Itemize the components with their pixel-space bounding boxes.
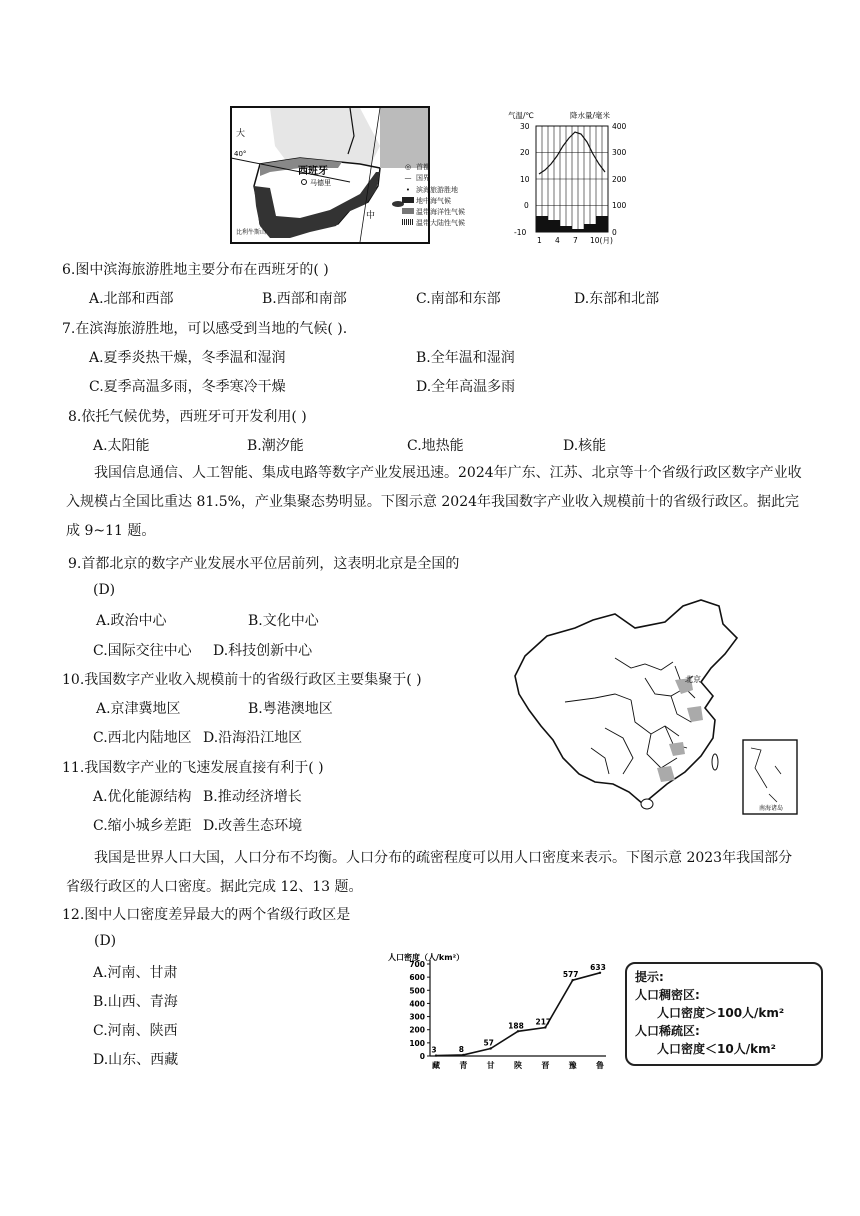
resort-legend-icon: •	[405, 185, 411, 194]
q7-option-d: D.全年高温多雨	[416, 379, 516, 395]
hainan-island	[641, 799, 653, 809]
climate-grid	[536, 126, 608, 232]
q12-option-d: D.山东、西藏	[93, 1052, 179, 1068]
maritime-legend-icon	[402, 208, 414, 214]
data-label: 217	[535, 1017, 552, 1027]
bottom-label: 比利牛斯山	[236, 229, 267, 236]
q9-option-c: C.国际交往中心	[93, 643, 192, 659]
data-point	[462, 1054, 464, 1056]
precip-tick: 200	[612, 175, 627, 184]
y-tick-label: 300	[409, 1012, 425, 1022]
precip-tick: 300	[612, 148, 627, 157]
temp-tick: -10	[514, 228, 527, 237]
chart-x-ticks	[432, 1060, 604, 1070]
q7-option-c: C.夏季高温多雨，冬季寒冷干燥	[89, 379, 286, 395]
x-tick-label: 鲁	[596, 1061, 604, 1070]
q10-option-d: D.沿海沿江地区	[203, 730, 303, 746]
y-tick-label: 100	[409, 1038, 425, 1048]
hint-dense-rule: 人口密度＞100人/km²	[657, 1006, 785, 1020]
legend-label: 温带大陆性气候	[416, 219, 465, 228]
q8-stem: 8.依托气候优势，西班牙可开发利用( )	[68, 409, 307, 425]
climate-chart	[508, 108, 636, 248]
q8-option-b: B.潮汐能	[247, 438, 304, 454]
q12-option-b: B.山西、青海	[93, 994, 178, 1010]
chart-ylabel: 人口密度（人/km²）	[388, 953, 465, 962]
x-tick-label: 藏	[432, 1061, 440, 1070]
q8-option-c: C.地热能	[407, 438, 464, 454]
y-tick-label: 400	[409, 999, 425, 1009]
inset-label: 南海诸岛	[759, 805, 784, 812]
intro-paragraph-digital-industry: 我国信息通信、人工智能、集成电路等数字产业发展迅速。2024年广东、江苏、北京等十个省级行政区数字产业收入规模占全国比重达 81.5%，产业集聚态势明显。下图示意 2024年我国数字产业收入规模前十的省级行政区。据此完成 9~11 题。	[66, 465, 802, 539]
q7-stem: 7.在滨海旅游胜地，可以感受到当地的气候( ).	[62, 321, 348, 337]
mediterranean-legend-icon	[402, 197, 414, 203]
q12-stem: 12.图中人口密度差异最大的两个省级行政区是	[62, 907, 351, 923]
q9-option-d: D.科技创新中心	[213, 643, 313, 659]
data-point	[489, 1047, 491, 1049]
q10-stem: 10.我国数字产业收入规模前十的省级行政区主要集聚于( )	[62, 672, 422, 688]
x-tick-label: 豫	[568, 1061, 577, 1070]
month-tick: 7	[573, 236, 578, 245]
y-tick-label: 0	[419, 1052, 425, 1061]
q6-option-d: D.东部和北部	[574, 291, 660, 307]
data-point	[517, 1030, 519, 1032]
q11-stem: 11.我国数字产业的飞速发展直接有利于( )	[62, 760, 324, 776]
q12-option-a: A.河南、甘肃	[93, 965, 178, 981]
q10-option-a: A.京津冀地区	[96, 701, 181, 717]
chart-y-ticks	[409, 960, 430, 1061]
sea-label: 中	[366, 211, 376, 221]
series-line	[436, 973, 600, 1056]
hint-sparse-label: 人口稀疏区:	[635, 1024, 700, 1038]
intro-paragraph-population: 我国是世界人口大国，人口分布不均衡。人口分布的疏密程度可以用人口密度来表示。下图示意 2023年我国部分省级行政区的人口密度。据此完成 12、13 题。	[66, 850, 793, 895]
q9-option-a: A.政治中心	[96, 613, 167, 629]
legend-label: 温带海洋性气候	[416, 208, 465, 217]
hint-dense-label: 人口稠密区:	[635, 988, 700, 1002]
chart-axes	[430, 960, 606, 1056]
temp-tick: 10	[520, 175, 530, 184]
q9-stem: 9.首都北京的数字产业发展水平位居前列，这表明北京是全国的	[68, 556, 460, 572]
y-tick-label: 500	[409, 986, 425, 996]
data-label: 188	[508, 1021, 524, 1031]
capital-label: 马德里	[310, 179, 331, 187]
month-tick: 10(月)	[590, 236, 613, 245]
data-label: 8	[458, 1044, 464, 1054]
temp-tick: 20	[520, 148, 530, 157]
q9-answer: (D)	[93, 582, 116, 598]
x-tick-label: 青	[459, 1061, 468, 1070]
precip-tick: 100	[612, 201, 627, 210]
data-label: 57	[483, 1038, 494, 1048]
legend-label: 首都	[416, 163, 430, 171]
china-outline	[515, 600, 737, 804]
q11-option-c: C.缩小城乡差距	[93, 818, 192, 834]
data-point	[599, 972, 601, 974]
q8-option-d: D.核能	[563, 438, 607, 454]
q9-option-b: B.文化中心	[248, 613, 319, 629]
temp-tick: 30	[520, 122, 530, 131]
south-china-sea-inset	[743, 740, 797, 814]
q6-stem: 6.图中滨海旅游胜地主要分布在西班牙的( )	[62, 262, 329, 278]
temp-axis-title: 气温/℃	[508, 111, 534, 120]
data-label: 633	[590, 962, 606, 972]
q7-option-a: A.夏季炎热干燥，冬季温和湿润	[89, 350, 286, 366]
side-label: 大	[236, 129, 246, 139]
q8-option-a: A.太阳能	[93, 438, 150, 454]
hint-box	[625, 962, 823, 1066]
q11-option-d: D.改善生态环境	[203, 818, 303, 834]
q12-option-c: C.河南、陕西	[93, 1023, 178, 1039]
data-point	[435, 1054, 437, 1056]
q10-option-c: C.西北内陆地区	[93, 730, 192, 746]
precip-tick: 0	[612, 228, 617, 237]
precip-axis-title: 降水量/毫米	[570, 111, 611, 120]
month-tick: 1	[537, 236, 542, 245]
chart-data-labels	[431, 963, 605, 1055]
q7-option-b: B.全年温和湿润	[416, 350, 515, 366]
q11-option-a: A.优化能源结构	[93, 789, 192, 805]
q6-option-a: A.北部和西部	[89, 291, 174, 307]
china-map	[505, 598, 805, 820]
beijing-label: 北京	[685, 675, 701, 684]
population-density-chart	[388, 950, 614, 1074]
lat-40-label: 40°	[234, 150, 247, 158]
border-legend-icon: —	[404, 174, 412, 183]
y-tick-label: 600	[409, 973, 425, 983]
data-point	[544, 1026, 546, 1028]
q11-option-b: B.推动经济增长	[203, 789, 302, 805]
month-tick: 4	[555, 236, 560, 245]
data-label: 3	[431, 1045, 437, 1055]
x-tick-label: 甘	[486, 1061, 495, 1070]
y-tick-label: 200	[409, 1025, 425, 1035]
continental-legend-icon	[402, 219, 414, 225]
spain-map-legend	[400, 162, 465, 230]
precip-tick: 400	[612, 122, 627, 131]
q6-option-c: C.南部和东部	[416, 291, 501, 307]
q12-answer: (D)	[94, 933, 117, 949]
capital-legend-icon: ◎	[404, 163, 412, 171]
capital-marker-icon	[302, 180, 307, 185]
legend-label: 国界	[416, 174, 430, 183]
legend-label: 地中海气候	[416, 196, 451, 205]
data-point	[571, 979, 573, 981]
y-tick-label: 700	[409, 960, 425, 969]
q6-option-b: B.西部和南部	[262, 291, 347, 307]
hint-title: 提示:	[635, 970, 664, 984]
data-label: 577	[562, 970, 579, 980]
x-tick-label: 陕	[514, 1061, 522, 1070]
taiwan-island	[712, 754, 718, 770]
hint-sparse-rule: 人口密度＜10人/km²	[657, 1042, 776, 1056]
q10-option-b: B.粤港澳地区	[248, 701, 333, 717]
country-label: 西班牙	[298, 166, 328, 177]
x-tick-label: 晋	[541, 1061, 550, 1070]
temp-tick: 0	[524, 201, 529, 210]
legend-label: 滨海旅游胜地	[416, 185, 458, 194]
